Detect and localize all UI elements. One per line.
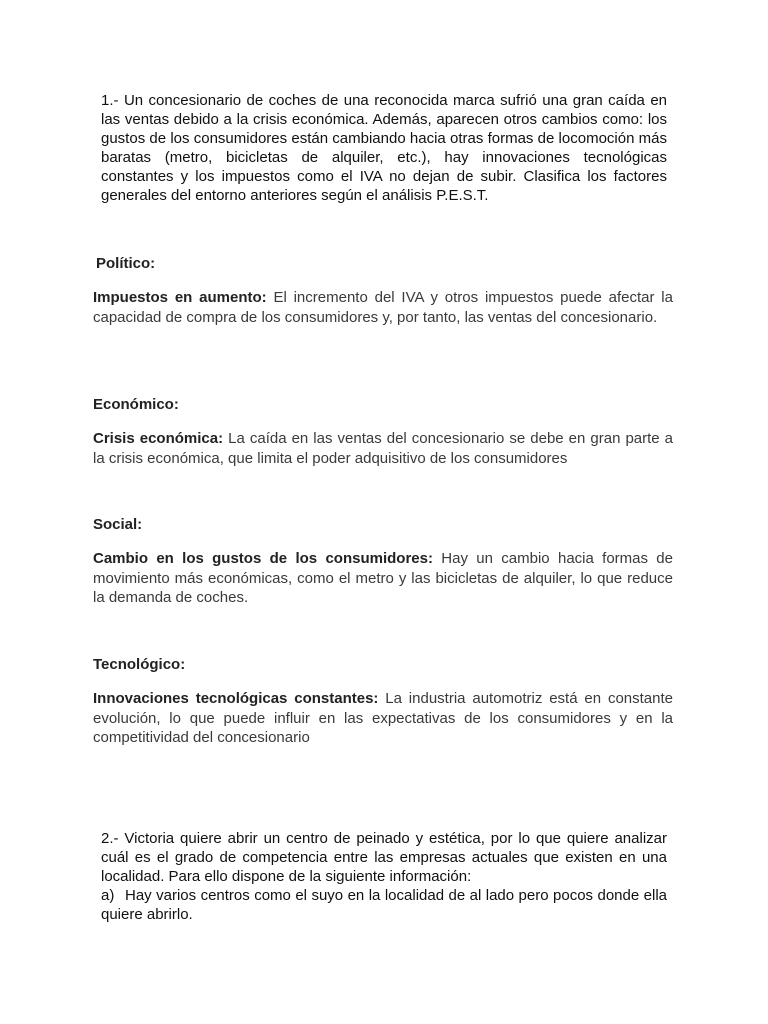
question-2-intro: 2.- Victoria quiere abrir un centro de peinado y estética, por lo que quiere analizar cuál es el grado de competencia entre las empresas actuales que existen en una localidad. Para ello dispone de la siguiente información:	[101, 830, 667, 885]
heading-social: Social:	[93, 516, 143, 533]
description-social: Hay un cambio hacia formas de movimiento más económicas, como el metro y las bicicletas de alquiler, lo que reduce la demanda de coches.	[93, 550, 673, 606]
heading-tecnologico: Tecnológico:	[93, 656, 186, 673]
question-2	[101, 829, 667, 924]
description-tecnologico: La industria automotriz está en constante evolución, lo que puede influir en las expectativas de los consumidores y en la competitividad del concesionario	[93, 690, 673, 746]
term-economico: Crisis económica:	[93, 430, 224, 447]
option-a-letter: a)	[101, 887, 115, 904]
item-tecnologico	[93, 689, 673, 748]
question-1-text: 1.- Un concesionario de coches de una reconocida marca sufrió una gran caída en las ventas debido a la crisis económica. Además, aparecen otros cambios como: los gustos de los consumidores están cambiando hacia otras formas de locomoción más baratas (metro, bicicletas de alquiler, etc.), hay innovaciones tecnológicas constantes y los impuestos como el IVA no dejan de subir. Clasifica los factores generales del entorno anteriores según el análisis P.E.S.T.	[101, 92, 667, 204]
heading-politico: Político:	[96, 255, 156, 272]
description-economico: La caída en las ventas del concesionario se debe en gran parte a la crisis económica, que limita el poder adquisitivo de los consumidores	[93, 430, 674, 467]
term-tecnologico: Innovaciones tecnológicas constantes:	[93, 690, 379, 707]
description-politico: El incremento del IVA y otros impuestos puede afectar la capacidad de compra de los consumidores y, por tanto, las ventas del concesionario.	[93, 289, 673, 326]
heading-economico: Económico:	[93, 396, 179, 413]
question-2-option-a	[101, 886, 667, 924]
item-economico	[93, 429, 673, 468]
item-politico	[93, 288, 673, 327]
term-social: Cambio en los gustos de los consumidores:	[93, 550, 433, 567]
term-politico: Impuestos en aumento:	[93, 289, 267, 306]
item-social	[93, 549, 673, 608]
option-a-text: Hay varios centros como el suyo en la localidad de al lado pero pocos donde ella quiere abrirlo.	[101, 887, 667, 923]
